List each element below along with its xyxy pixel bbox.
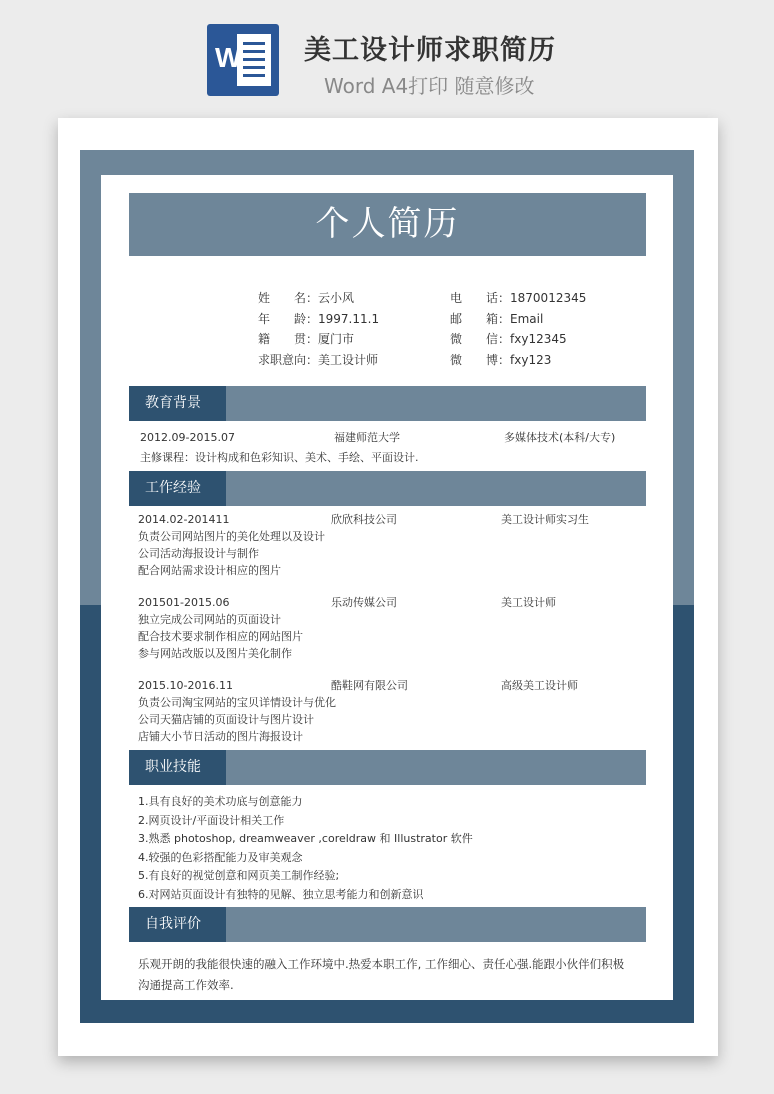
info-row — [450, 350, 586, 371]
skill-item: 2.网页设计/平面设计相关工作 — [138, 813, 285, 827]
section-work — [129, 471, 646, 506]
self-evaluation-line: 乐观开朗的我能很快速的融入工作环境中.热爱本职工作, 工作细心、责任心强.能跟小伙伴们积极 — [138, 957, 625, 971]
personal-info-left — [258, 288, 379, 370]
info-label: 邮 箱： — [450, 311, 511, 326]
section-skills — [129, 750, 646, 785]
section-heading: 工作经验 — [129, 471, 226, 506]
personal-info-right — [450, 288, 586, 370]
work-title: 美工设计师 — [501, 596, 556, 609]
work-duty: 独立完成公司网站的页面设计 — [138, 613, 281, 626]
work-period: 2014.02-201411 — [138, 513, 230, 526]
word-icon-letter: W — [215, 42, 242, 73]
self-evaluation-text — [138, 954, 624, 996]
education-entry — [140, 429, 640, 466]
info-value: 厦门市 — [318, 332, 355, 346]
info-row — [258, 309, 379, 330]
work-duty: 负责公司淘宝网站的宝贝详情设计与优化 — [138, 696, 336, 709]
education-period: 2012.09-2015.07 — [140, 431, 235, 444]
info-label: 微 博： — [450, 352, 511, 367]
info-label: 电 话： — [450, 291, 511, 305]
word-page-shape — [237, 34, 271, 86]
info-row — [258, 329, 379, 350]
info-row — [450, 309, 586, 330]
work-period: 201501-2015.06 — [138, 596, 230, 609]
resume-banner: 个人简历 — [129, 193, 646, 256]
work-duty: 公司活动海报设计与制作 — [138, 547, 259, 560]
work-duty: 配合网站需求设计相应的图片 — [138, 564, 281, 577]
info-label: 求职意向： — [258, 352, 319, 367]
work-company: 欣欣科技公司 — [331, 513, 397, 526]
info-row — [450, 329, 586, 350]
info-value: Email — [510, 311, 544, 326]
work-duty: 店铺大小节日活动的图片海报设计 — [138, 730, 303, 743]
section-self-evaluation — [129, 907, 646, 942]
section-education — [129, 386, 646, 421]
education-major: 多媒体技术(本科/大专) — [504, 431, 616, 444]
skill-item: 6.对网站页面设计有独特的见解、独立思考能力和创新意识 — [138, 887, 424, 901]
work-title: 高级美工设计师 — [501, 679, 578, 692]
header — [0, 0, 774, 118]
work-title: 美工设计师实习生 — [501, 513, 589, 526]
info-value: fxy12345 — [510, 332, 567, 346]
info-value: 1870012345 — [510, 291, 587, 305]
resume-sheet — [58, 118, 718, 1056]
work-duty: 配合技术要求制作相应的网站图片 — [138, 630, 303, 643]
section-heading: 教育背景 — [129, 386, 226, 421]
section-heading: 职业技能 — [129, 750, 226, 785]
section-heading: 自我评价 — [129, 907, 226, 942]
work-entry — [138, 511, 638, 579]
skill-item: 5.有良好的视觉创意和网页美工制作经验; — [138, 869, 340, 882]
skills-list — [138, 793, 473, 904]
info-label: 姓 名： — [258, 291, 319, 305]
info-label: 籍 贯： — [258, 332, 319, 346]
page-title: 美工设计师求职简历 — [304, 35, 556, 66]
self-evaluation-line: 沟通提高工作效率. — [138, 978, 234, 992]
skill-item: 4.较强的色彩搭配能力及审美观念 — [138, 850, 303, 864]
info-row — [258, 288, 379, 309]
work-company: 乐动传媒公司 — [331, 596, 397, 609]
info-value: 美工设计师 — [318, 352, 379, 367]
work-period: 2015.10-2016.11 — [138, 679, 233, 692]
work-duty: 公司天猫店铺的页面设计与图片设计 — [138, 713, 314, 726]
info-value: fxy123 — [510, 352, 552, 367]
skill-item: 1.具有良好的美术功底与创意能力 — [138, 795, 303, 808]
work-entry — [138, 677, 638, 745]
info-row — [258, 350, 379, 371]
work-company: 酷鞋网有限公司 — [331, 679, 408, 692]
info-label: 年 龄： — [258, 311, 319, 326]
education-courses: 主修课程：设计构成和色彩知识、美术、手绘、平面设计. — [140, 451, 419, 464]
page-subtitle: Word A4打印 随意修改 — [324, 74, 535, 98]
info-row — [450, 288, 586, 309]
work-entry — [138, 594, 638, 662]
education-school: 福建师范大学 — [334, 431, 400, 444]
info-label: 微 信： — [450, 332, 511, 346]
info-value: 云小风 — [318, 291, 355, 305]
work-duty: 参与网站改版以及图片美化制作 — [138, 647, 292, 660]
skill-item: 3.熟悉 photoshop, dreamweaver ,coreldraw 和 Illustrator 软件 — [138, 832, 473, 845]
word-document-icon — [207, 24, 279, 96]
work-duty: 负责公司网站图片的美化处理以及设计 — [138, 530, 325, 543]
info-value: 1997.11.1 — [318, 311, 380, 326]
